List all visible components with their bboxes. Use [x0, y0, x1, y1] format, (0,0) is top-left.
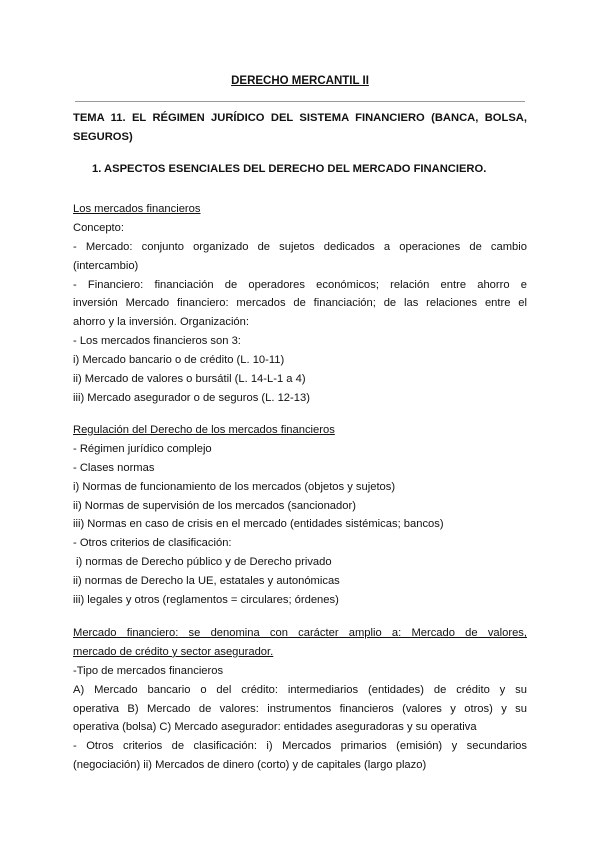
list-item: - Los mercados financieros son 3:	[73, 335, 241, 348]
list-item: - Régimen jurídico complejo	[73, 442, 212, 455]
subsection-heading: Mercado financiero: se denomina con carácter amplio a: Mercado de valores,	[73, 627, 527, 639]
paragraph-line: operativa (bolsa) C) Mercado asegurador: entidades aseguradoras y su operativa	[73, 721, 477, 734]
subsection-heading-cont: mercado de crédito y sector asegurador.	[73, 645, 274, 658]
paragraph-line: (intercambio)	[73, 259, 139, 272]
list-item: iii) Normas en caso de crisis en el mercado (entidades sistémicas; bancos)	[73, 518, 444, 531]
paragraph-line: (negociación) ii) Mercados de dinero (corto) y de capitales (largo plazo)	[73, 759, 427, 772]
section-heading: 1. ASPECTOS ESENCIALES DEL DERECHO DEL MERCADO FINANCIERO.	[92, 163, 487, 175]
paragraph-line: - Otros criterios de clasificación: i) Mercados primarios (emisión) y secundarios	[73, 740, 527, 753]
subsection-heading: Los mercados financieros	[73, 203, 201, 215]
list-item: iii) Mercado asegurador o de seguros (L. 12-13)	[73, 391, 310, 404]
section-mercados-financieros	[73, 200, 527, 408]
list-item: i) Normas de funcionamiento de los mercados (objetos y sujetos)	[73, 480, 396, 493]
paragraph-line: inversión Mercado financiero: mercados de financiación; de las relaciones entre el	[73, 297, 527, 310]
paragraph-line: A) Mercado bancario o del crédito: intermediarios (entidades) de crédito y su	[73, 683, 527, 696]
list-item: - Otros criterios de clasificación:	[73, 537, 232, 550]
title-divider	[75, 101, 525, 102]
paragraph-line: - Mercado: conjunto organizado de sujetos dedicados a operaciones de cambio	[73, 240, 527, 253]
list-item: ii) Normas de supervisión de los mercados (sancionador)	[73, 499, 356, 512]
paragraph-line: Concepto:	[73, 221, 124, 234]
section-mercado-financiero	[73, 624, 527, 775]
tema-heading: TEMA 11. EL RÉGIMEN JURÍDICO DEL SISTEMA FINANCIERO (BANCA, BOLSA, SEGUROS)	[73, 112, 527, 143]
section-regulacion	[73, 421, 527, 610]
subsection-heading: Regulación del Derecho de los mercados financieros	[73, 424, 335, 436]
paragraph-line: -Tipo de mercados financieros	[73, 664, 224, 677]
paragraph-line: ahorro y la inversión. Organización:	[73, 316, 249, 329]
list-item: ii) normas de Derecho la UE, estatales y autonómicas	[73, 575, 340, 588]
paragraph-line: operativa B) Mercado de valores: instrumentos financieros (valores y otros) y su	[73, 702, 527, 715]
list-item: i) normas de Derecho público y de Derecho privado	[76, 556, 332, 569]
paragraph-line: - Financiero: financiación de operadores económicos; relación entre ahorro e	[73, 278, 527, 291]
document-title: DERECHO MERCANTIL II	[231, 75, 369, 87]
list-item: ii) Mercado de valores o bursátil (L. 14-L-1 a 4)	[73, 373, 306, 386]
list-item: - Clases normas	[73, 461, 155, 474]
list-item: i) Mercado bancario o de crédito (L. 10-11)	[73, 354, 285, 367]
list-item: iii) legales y otros (reglamentos = circulares; órdenes)	[73, 594, 339, 607]
